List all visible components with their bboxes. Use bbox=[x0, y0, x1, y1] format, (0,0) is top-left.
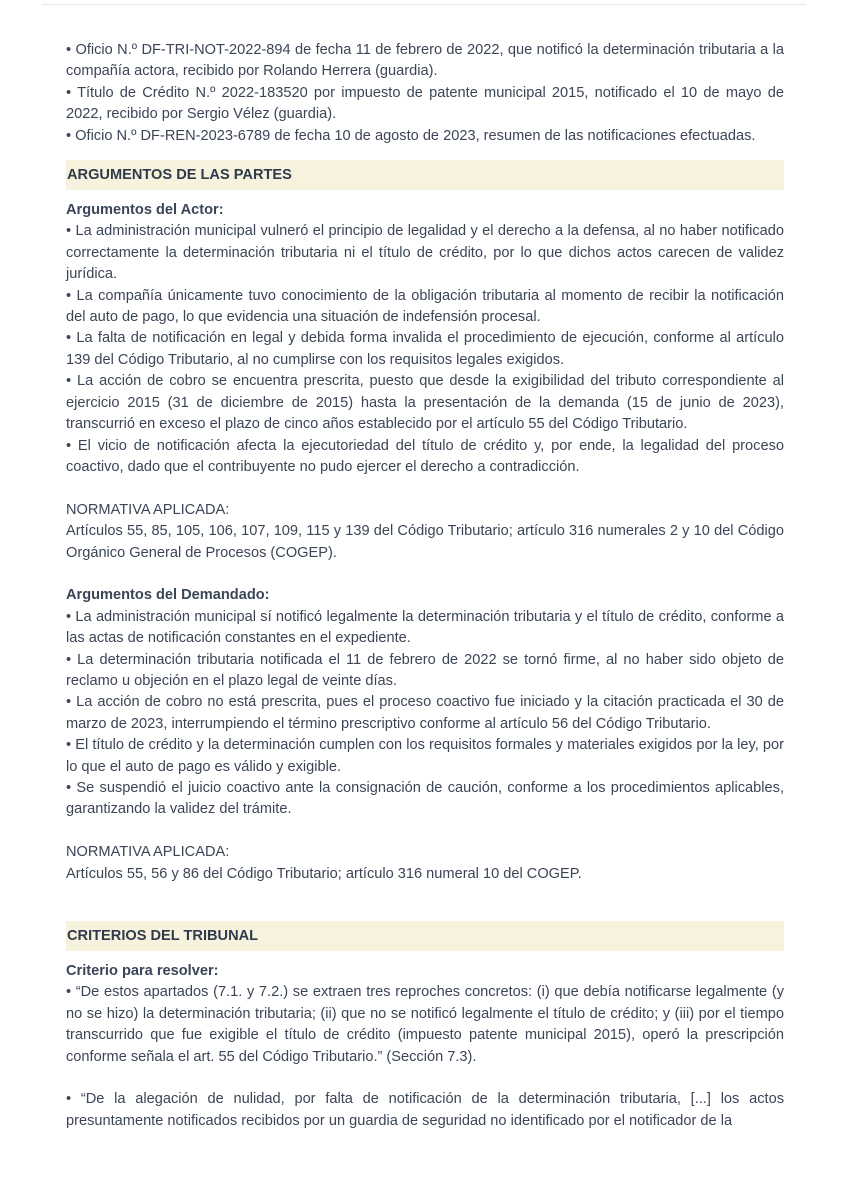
actor-argument-item: • La acción de cobro se encuentra prescrita, puesto que desde la exigibilidad del tributo correspondiente al ejercicio 2015 (31 de diciembre de 2015) hasta la presentación de la demanda (15 de junio de 2023), transcurrió en exceso el plazo de cinco años establecido por el artículo 55 del Código Tributario. bbox=[66, 373, 784, 433]
section-heading-criteria: CRITERIOS DEL TRIBUNAL bbox=[66, 921, 784, 951]
defendant-arguments-heading: Argumentos del Demandado: bbox=[66, 587, 270, 604]
defendant-norm-text: Artículos 55, 56 y 86 del Código Tributario; artículo 316 numeral 10 del COGEP. bbox=[66, 865, 582, 882]
defendant-argument-item: • La administración municipal sí notificó legalmente la determinación tributaria y el título de crédito, conforme a las actas de notificación constantes en el expediente. bbox=[66, 608, 784, 647]
section-heading-arguments: ARGUMENTOS DE LAS PARTES bbox=[66, 160, 784, 190]
actor-argument-item: • La administración municipal vulneró el principio de legalidad y el derecho a la defensa, al no haber notificado correctamente la determinación tributaria ni el título de crédito, por lo que dichos actos carecen de validez jurídica. bbox=[66, 223, 784, 283]
intro-item: • Oficio N.º DF-REN-2023-6789 de fecha 10 de agosto de 2023, resumen de las notificaciones efectuadas. bbox=[66, 127, 756, 144]
criteria-item: • “De estos apartados (7.1. y 7.2.) se extraen tres reproches concretos: (i) que debía notificarse legalmente (y no se hizo) la determinación tributaria; (ii) que no se notificó legalmente el título de crédito; y (iii) por el tiempo transcurrido que fue exigible el título de crédito (impuesto patente municipal 2015), operó la prescripción conforme señala el art. 55 del Código Tributario.” (Sección 7.3). bbox=[66, 984, 784, 1065]
defendant-argument-item: • El título de crédito y la determinación cumplen con los requisitos formales y materiales exigidos por la ley, por lo que el auto de pago es válido y exigible. bbox=[66, 737, 784, 775]
criteria-heading: Criterio para resolver: bbox=[66, 962, 219, 979]
document-content bbox=[66, 40, 784, 1132]
defendant-argument-item: • La acción de cobro no está prescrita, pues el proceso coactivo fue iniciado y la citación practicada el 30 de marzo de 2023, interrumpiendo el término prescriptivo conforme al artículo 56 del Código Tributario. bbox=[66, 694, 784, 732]
actor-norm-label: NORMATIVA APLICADA: bbox=[66, 501, 230, 518]
defendant-argument-item: • La determinación tributaria notificada el 11 de febrero de 2022 se tornó firme, al no haber sido objeto de reclamo u objeción en el plazo legal de veinte días. bbox=[66, 651, 784, 689]
actor-arguments-heading: Argumentos del Actor: bbox=[66, 202, 224, 219]
page-top-border bbox=[42, 4, 806, 5]
defendant-norm-label: NORMATIVA APLICADA: bbox=[66, 844, 230, 861]
actor-norm-text: Artículos 55, 85, 105, 106, 107, 109, 115 y 139 del Código Tributario; artículo 316 numerales 2 y 10 del Código Orgánico General de Procesos (COGEP). bbox=[66, 523, 784, 561]
criteria-item: • “De la alegación de nulidad, por falta de notificación de la determinación tributaria, [...] los actos presuntamente notificados recibidos por un guardia de seguridad no identificado por el notificador de la bbox=[66, 1091, 784, 1129]
actor-argument-item: • La falta de notificación en legal y debida forma invalida el procedimiento de ejecución, conforme al artículo 139 del Código Tributario, al no cumplirse con los requisitos legales exigidos. bbox=[66, 330, 784, 368]
intro-item: • Título de Crédito N.º 2022-183520 por impuesto de patente municipal 2015, notificado el 10 de mayo de 2022, recibido por Sergio Vélez (guardia). bbox=[66, 84, 784, 123]
actor-argument-item: • El vicio de notificación afecta la ejecutoriedad del título de crédito y, por ende, la legalidad del proceso coactivo, dado que el contribuyente no pudo ejercer el derecho a contradicción. bbox=[66, 437, 784, 475]
defendant-argument-item: • Se suspendió el juicio coactivo ante la consignación de caución, conforme a los procedimientos aplicables, garantizando la validez del trámite. bbox=[66, 779, 784, 818]
actor-argument-item: • La compañía únicamente tuvo conocimiento de la obligación tributaria al momento de recibir la notificación del auto de pago, lo que evidencia una situación de indefensión procesal. bbox=[66, 287, 784, 326]
intro-item: • Oficio N.º DF-TRI-NOT-2022-894 de fecha 11 de febrero de 2022, que notificó la determinación tributaria a la compañía actora, recibido por Rolando Herrera (guardia). bbox=[66, 42, 784, 80]
